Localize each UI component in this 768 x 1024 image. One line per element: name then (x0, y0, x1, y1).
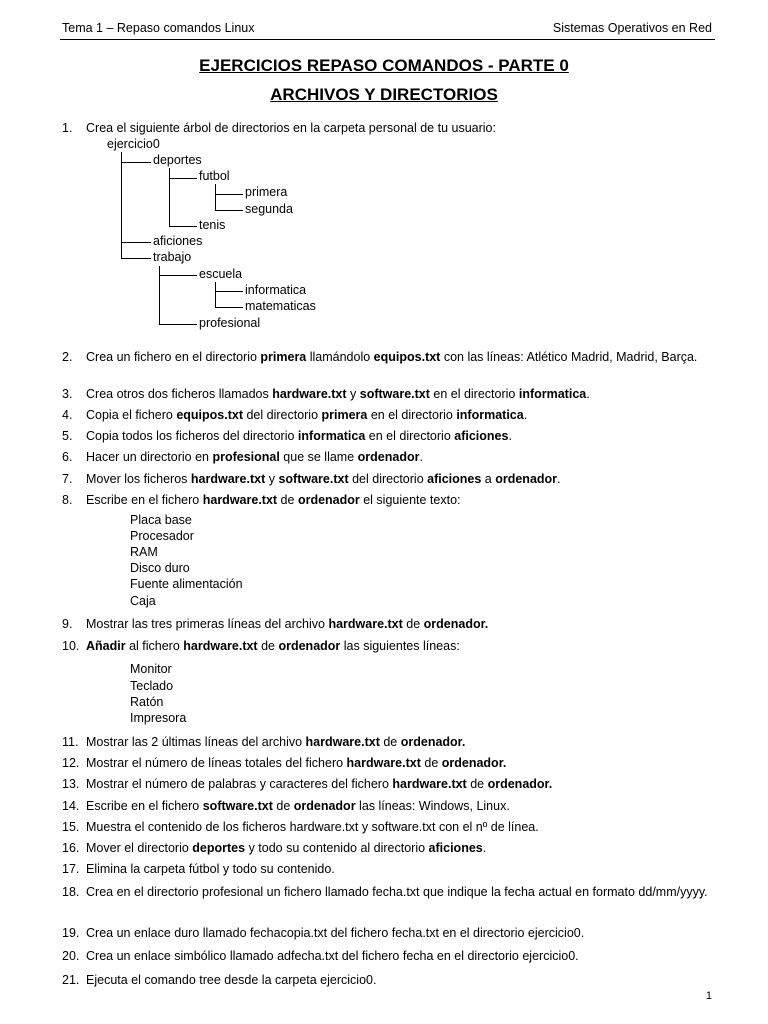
exercise-text-run: Copia el fichero (86, 408, 177, 422)
exercise-text-bold: primera (260, 350, 307, 364)
exercise-text-bold: ordenador. (487, 777, 553, 791)
exercise-text-run: Crea un fichero en el directorio (86, 350, 261, 364)
exercise-text-run: de (272, 799, 294, 813)
tree-line-profesional (159, 324, 197, 325)
exercise-text-bold: ordenador. (400, 735, 466, 749)
exercise-text-run: Crea en el directorio profesional un fichero llamado fecha.txt que indique la fecha actual en formato dd/mm/yyyy. (86, 885, 708, 899)
title-line-1-text: EJERCICIOS REPASO COMANDOS - PARTE 0 (199, 56, 569, 75)
exercise-number: 1. (62, 121, 73, 135)
exercise-text-bold: primera (321, 408, 368, 422)
exercise-text-bold: hardware.txt (346, 756, 421, 770)
exercise-text-bold: hardware.txt (202, 493, 278, 507)
exercise-number: 13. (62, 777, 80, 791)
tree-node-trabajo: trabajo (153, 250, 192, 264)
tree-node-tenis: tenis (199, 218, 226, 232)
exercise-text-run: en el directorio (367, 408, 457, 422)
exercise-number: 21. (62, 973, 80, 987)
exercise-text-bold: ordenador. (441, 756, 507, 770)
exercise-number: 6. (62, 450, 73, 464)
exercise-text-bold: software.txt (359, 387, 430, 401)
exercise-text-bold: software.txt (278, 472, 349, 486)
tree-line-futbol-vertical (215, 184, 216, 210)
exercise-9 (62, 616, 714, 633)
exercise-number: 15. (62, 820, 80, 834)
tree-node-aficiones: aficiones (153, 234, 203, 248)
hardware-line: Disco duro (130, 561, 190, 575)
exercise-text-bold: Añadir (86, 639, 126, 653)
exercise-text-bold: ordenador (357, 450, 420, 464)
exercise-text-run: . (508, 429, 512, 443)
exercise-number: 18. (62, 885, 80, 899)
exercise-text (86, 948, 714, 965)
exercise-text-run: Copia todos los ficheros del directorio (86, 429, 298, 443)
exercise-text-run: Muestra el contenido de los ficheros hardware.txt y software.txt con el nº de línea. (86, 820, 539, 834)
exercise-text-run: y todo su contenido al directorio (245, 841, 429, 855)
tree-line-trabajo (121, 258, 151, 259)
tree-node-root: ejercicio0 (107, 137, 160, 151)
exercise-text (86, 884, 714, 901)
exercise-text-bold: ordenador (278, 639, 341, 653)
exercise-text (86, 972, 714, 989)
exercise-text (86, 428, 714, 445)
exercise-text-run: Crea un enlace simbólico llamado adfecha.txt del fichero fecha en el directorio ejercicio0. (86, 949, 579, 963)
header-divider (60, 39, 715, 40)
exercise-text-run: a (481, 472, 496, 486)
exercise-text (86, 734, 714, 751)
exercise-text-run: Ejecuta el comando tree desde la carpeta ejercicio0. (86, 973, 377, 987)
exercise-text-run: Mostrar las 2 últimas líneas del archivo (86, 735, 306, 749)
extra-line: Monitor (130, 662, 172, 676)
exercise-text (86, 407, 714, 424)
exercise-text-run: Mover los ficheros (86, 472, 191, 486)
exercise-text-run: que se llame (279, 450, 358, 464)
tree-line-informatica (215, 291, 243, 292)
exercise-number: 2. (62, 350, 73, 364)
exercise-text-bold: aficiones (427, 472, 482, 486)
exercise-text-run: . (586, 387, 590, 401)
exercise-5 (62, 428, 714, 445)
exercise-text-bold: hardware.txt (392, 777, 467, 791)
tree-node-informatica: informatica (245, 283, 307, 297)
exercise-text (86, 925, 714, 942)
exercise-text (86, 776, 714, 793)
exercise-text-run: Escribe en el fichero (86, 493, 203, 507)
exercise-number: 14. (62, 799, 80, 813)
exercise-17 (62, 861, 714, 878)
title-line-2 (0, 85, 768, 105)
exercise-1 (62, 120, 714, 137)
exercise-number: 5. (62, 429, 73, 443)
exercise-text-run: de (277, 493, 298, 507)
tree-node-profesional: profesional (199, 316, 261, 330)
exercise-3 (62, 386, 714, 403)
extra-line: Impresora (130, 711, 187, 725)
hardware-line: Procesador (130, 529, 194, 543)
tree-node-matematicas: matematicas (245, 299, 316, 313)
exercise-text-run: . (419, 450, 423, 464)
exercise-text-run: llamándolo (306, 350, 374, 364)
exercise-number: 11. (62, 735, 79, 749)
exercise-text-run: Mostrar las tres primeras líneas del archivo (86, 617, 329, 631)
exercise-number: 17. (62, 862, 80, 876)
tree-line-segunda (215, 210, 243, 211)
hardware-line: RAM (130, 545, 158, 559)
exercise-number: 16. (62, 841, 80, 855)
tree-line-matematicas (215, 307, 243, 308)
exercise-text (86, 349, 714, 366)
exercise-19 (62, 925, 714, 942)
title-line-1 (0, 56, 768, 76)
exercise-text-run: Crea el siguiente árbol de directorios en la carpeta personal de tu usuario: (86, 121, 496, 135)
exercise-text-run: al fichero (125, 639, 184, 653)
exercise-text-run: en el directorio (429, 387, 519, 401)
exercise-text (86, 120, 714, 137)
exercise-text-run: las siguientes líneas: (340, 639, 460, 653)
tree-line-deportes (121, 162, 151, 163)
exercise-16 (62, 840, 714, 857)
exercise-8 (62, 492, 714, 509)
tree-line-aficiones (121, 242, 151, 243)
exercise-text-run: . (557, 472, 561, 486)
exercise-number: 8. (62, 493, 73, 507)
exercise-number: 12. (62, 756, 80, 770)
exercise-text-bold: hardware.txt (305, 735, 380, 749)
tree-node-segunda: segunda (245, 202, 293, 216)
exercise-text (86, 861, 714, 878)
exercise-text-bold: profesional (212, 450, 280, 464)
exercise-20 (62, 948, 714, 965)
extra-line: Ratón (130, 695, 164, 709)
title-line-2-text: ARCHIVOS Y DIRECTORIOS (270, 85, 498, 104)
exercise-text-run: del directorio (243, 408, 322, 422)
exercise-text-run: en el directorio (365, 429, 455, 443)
tree-node-primera: primera (245, 185, 288, 199)
hardware-line: Placa base (130, 513, 192, 527)
exercise-text-bold: ordenador (297, 493, 360, 507)
exercise-11 (62, 734, 714, 751)
exercise-text-run: Escribe en el fichero (86, 799, 203, 813)
exercise-text-run: Crea un enlace duro llamado fechacopia.txt del fichero fecha.txt en el directorio ejercicio0. (86, 926, 585, 940)
exercise-text-bold: ordenador (293, 799, 356, 813)
exercise-14 (62, 798, 714, 815)
exercise-text-bold: equipos.txt (176, 408, 243, 422)
exercise-text (86, 449, 714, 466)
exercise-text-bold: ordenador. (423, 617, 489, 631)
exercise-text-bold: hardware.txt (190, 472, 266, 486)
exercise-text-bold: aficiones (454, 429, 509, 443)
exercise-text-run: con las líneas: Atlético Madrid, Madrid, Barça. (440, 350, 698, 364)
tree-node-futbol: futbol (199, 169, 230, 183)
exercise-text (86, 798, 714, 815)
exercise-text-run: . (482, 841, 487, 855)
exercise-7 (62, 471, 714, 488)
exercise-text-run: las líneas: Windows, Linux. (355, 799, 510, 813)
exercise-2 (62, 349, 714, 366)
exercise-text-bold: hardware.txt (183, 639, 258, 653)
exercise-text (86, 616, 714, 633)
header-right: Sistemas Operativos en Red (552, 21, 712, 35)
exercise-text-bold: software.txt (202, 799, 273, 813)
exercise-text-bold: equipos.txt (373, 350, 441, 364)
extra-line: Teclado (130, 679, 174, 693)
exercise-text-run: y (346, 387, 360, 401)
exercise-text-run: y (265, 472, 279, 486)
exercise-text (86, 638, 714, 655)
exercise-text-bold: informatica (456, 408, 524, 422)
header-left: Tema 1 – Repaso comandos Linux (62, 21, 255, 35)
exercise-number: 4. (62, 408, 73, 422)
exercise-text (86, 492, 714, 509)
tree-node-deportes: deportes (153, 153, 202, 167)
exercise-number: 9. (62, 617, 73, 631)
exercise-text-bold: informatica (297, 429, 366, 443)
hardware-line: Fuente alimentación (130, 577, 243, 591)
exercise-text-run: de (257, 639, 279, 653)
exercise-text (86, 755, 714, 772)
exercise-number: 7. (62, 472, 73, 486)
exercise-text-run: . (523, 408, 528, 422)
exercise-text-run: Mostrar el número de líneas totales del fichero (86, 756, 347, 770)
exercise-text-bold: aficiones (428, 841, 483, 855)
exercise-text (86, 840, 714, 857)
exercise-18 (62, 884, 714, 901)
tree-line-tenis (169, 226, 197, 227)
exercise-number: 3. (62, 387, 73, 401)
exercise-text-run: Crea otros dos ficheros llamados (86, 387, 273, 401)
exercise-4 (62, 407, 714, 424)
page-number: 1 (705, 990, 712, 1002)
tree-line-futbol (169, 178, 197, 179)
exercise-15 (62, 819, 714, 836)
exercise-10 (62, 638, 714, 655)
exercise-text-bold: informatica (518, 387, 587, 401)
exercise-text-run: de (420, 756, 442, 770)
exercise-12 (62, 755, 714, 772)
exercise-text-bold: hardware.txt (272, 387, 347, 401)
tree-line-escuela (159, 275, 197, 276)
exercise-6 (62, 449, 714, 466)
exercise-number: 20. (62, 949, 80, 963)
exercise-text-run: de (379, 735, 401, 749)
exercise-text (86, 471, 714, 488)
exercise-number: 10. (62, 639, 80, 653)
exercise-text-bold: ordenador (495, 472, 558, 486)
exercise-text (86, 386, 714, 403)
exercise-text (86, 819, 714, 836)
exercise-text-run: Mostrar el número de palabras y caracteres del fichero (86, 777, 393, 791)
exercise-text-run: Elimina la carpeta fútbol y todo su contenido. (86, 862, 335, 876)
exercise-text-run: del directorio (348, 472, 428, 486)
hardware-line: Caja (130, 594, 156, 608)
tree-node-escuela: escuela (199, 267, 243, 281)
tree-line-primera (215, 194, 243, 195)
exercise-text-bold: deportes (192, 841, 246, 855)
exercise-text-run: de (402, 617, 424, 631)
tree-line-deportes-vertical (169, 168, 170, 226)
exercise-number: 19. (62, 926, 80, 940)
exercise-text-run: de (466, 777, 488, 791)
exercise-text-run: el siguiente texto: (359, 493, 461, 507)
exercise-text-run: Hacer un directorio en (86, 450, 213, 464)
tree-line-escuela-vertical (215, 282, 216, 308)
exercise-text-bold: hardware.txt (328, 617, 403, 631)
exercise-text-run: Mover el directorio (86, 841, 193, 855)
exercise-21 (62, 972, 714, 989)
exercise-13 (62, 776, 714, 793)
